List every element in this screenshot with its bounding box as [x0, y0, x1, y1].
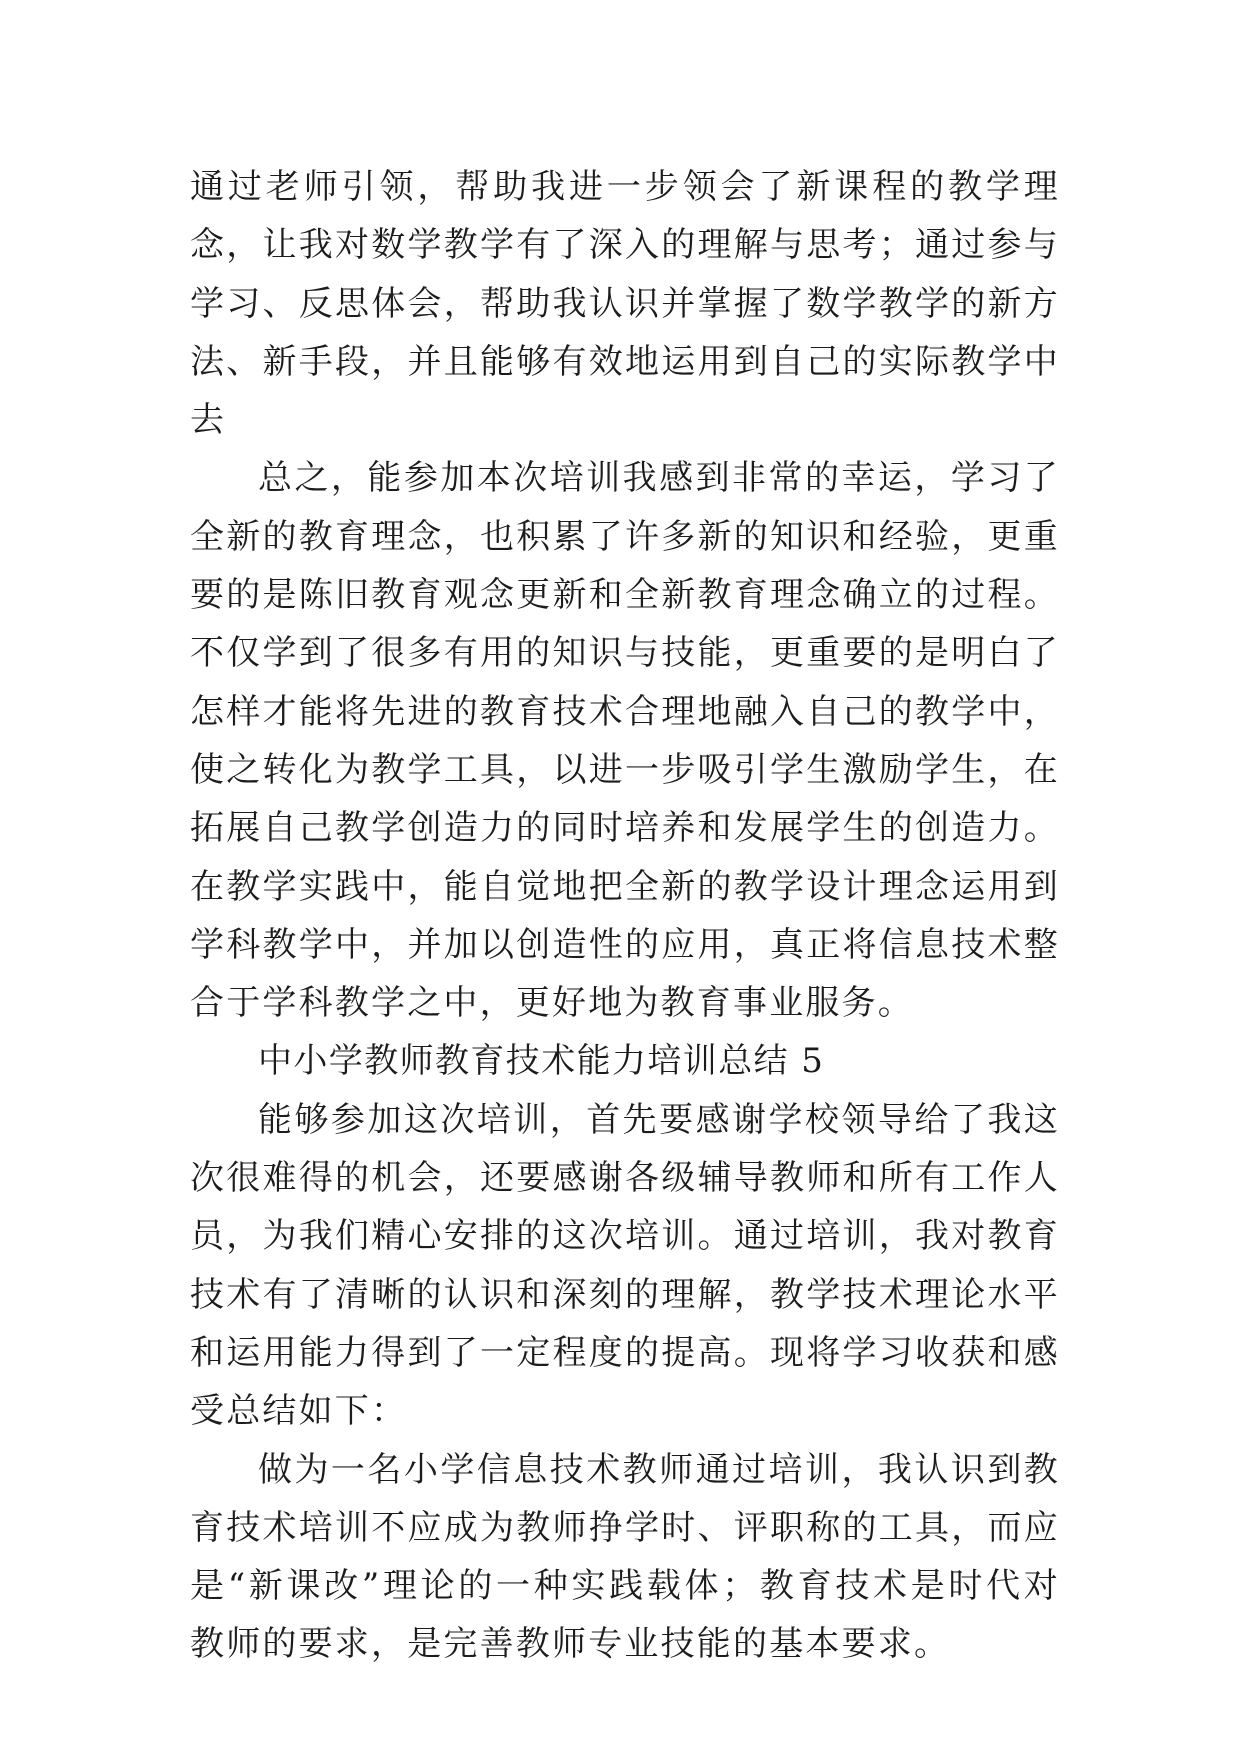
paragraph-continuation: 通过老师引领，帮助我进一步领会了新课程的教学理念，让我对数学教学有了深入的理解与思考；通过参与学习、反思体会，帮助我认识并掌握了数学教学的新方法、新手段，并且能够有效地运用到自己的实际教学中去 — [190, 167, 1060, 441]
paragraph-reflection: 做为一名小学信息技术教师通过培训，我认识到教育技术培训不应成为教师挣学时、评职称的工具，而应是“新课改”理论的一种实践载体；教育技术是时代对教师的要求，是完善教师专业技能的基本要求。 — [190, 1449, 1060, 1665]
section-heading: 中小学教师教育技术能力培训总结 5 — [258, 1041, 825, 1082]
paragraph-summary: 总之，能参加本次培训我感到非常的幸运，学习了全新的教育理念，也积累了许多新的知识和经验，更重要的是陈旧教育观念更新和全新教育理念确立的过程。不仅学到了很多有用的知识与技能，更重要的是明白了怎样才能将先进的教育技术合理地融入自己的教学中，使之转化为教学工具，以进一步吸引学生激励学生，在拓展自己教学创造力的同时培养和发展学生的创造力。在教学实践中，能自觉地把全新的教学设计理念运用到学科教学中，并加以创造性的应用，真正将信息技术整合于学科教学之中，更好地为教育事业服务。 — [190, 458, 1060, 1024]
document-body — [190, 158, 1060, 1674]
paragraph-gratitude: 能够参加这次培训，首先要感谢学校领导给了我这次很难得的机会，还要感谢各级辅导教师和所有工作人员，为我们精心安排的这次培训。通过培训，我对教育技术有了清晰的认识和深刻的理解，教学技术理论水平和运用能力得到了一定程度的提高。现将学习收获和感受总结如下： — [190, 1099, 1060, 1432]
